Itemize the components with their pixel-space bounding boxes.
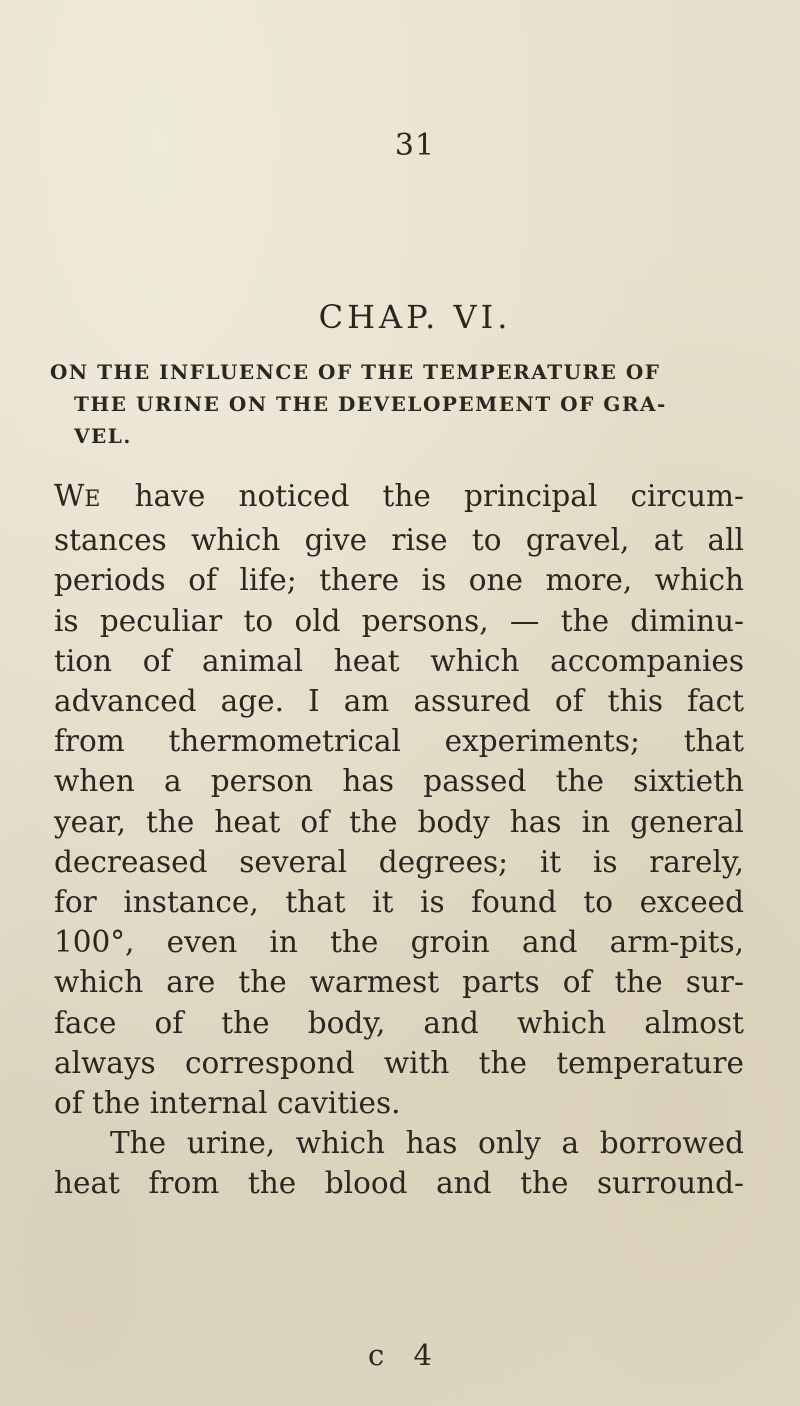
text-line: of the internal cavities. [54, 1086, 401, 1121]
text-line: decreased several degrees; it is rarely, [54, 844, 744, 879]
text-line: which are the warmest parts of the sur- [54, 965, 744, 1000]
chapter-title [50, 356, 760, 452]
text-line: when a person has passed the sixtieth [54, 764, 744, 799]
text-line: year, the heat of the body has in general [54, 804, 744, 839]
page-number: 31 [394, 128, 436, 163]
text-line: always correspond with the temperature [54, 1045, 744, 1080]
chapter-title-line: VEL. [74, 424, 132, 448]
text-line: stances which give rise to gravel, at all [54, 523, 744, 558]
text-line: face of the body, and which almost [54, 1005, 744, 1040]
text-line: periods of life; there is one more, which [54, 563, 744, 598]
opening-line-text: have noticed the principal circum- [101, 479, 744, 513]
text-line: tion of animal heat which accompanies [54, 643, 744, 678]
chapter-title-line: ON THE INFLUENCE OF THE TEMPERATURE OF [50, 360, 661, 384]
body-text [54, 476, 744, 1204]
chapter-title-line: THE URINE ON THE DEVELOPEMENT OF GRA- [74, 392, 667, 416]
opening-line [54, 476, 744, 520]
dropcap-letter: W [54, 479, 85, 513]
text-line: advanced age. I am assured of this fact [54, 684, 744, 719]
text-line: for instance, that it is found to exceed [54, 885, 744, 920]
text-line: heat from the blood and the surround- [54, 1166, 744, 1201]
text-line: from thermometrical experiments; that [54, 724, 744, 759]
smallcaps-letter: E [84, 487, 102, 512]
text-line: is peculiar to old persons, — the diminu- [54, 603, 744, 638]
signature-mark: c 4 [368, 1338, 442, 1372]
text-line: 100°, even in the groin and arm-pits, [54, 925, 744, 960]
chapter-heading: CHAP. VI. [318, 298, 512, 336]
text-line: The urine, which has only a borrowed [110, 1126, 744, 1161]
